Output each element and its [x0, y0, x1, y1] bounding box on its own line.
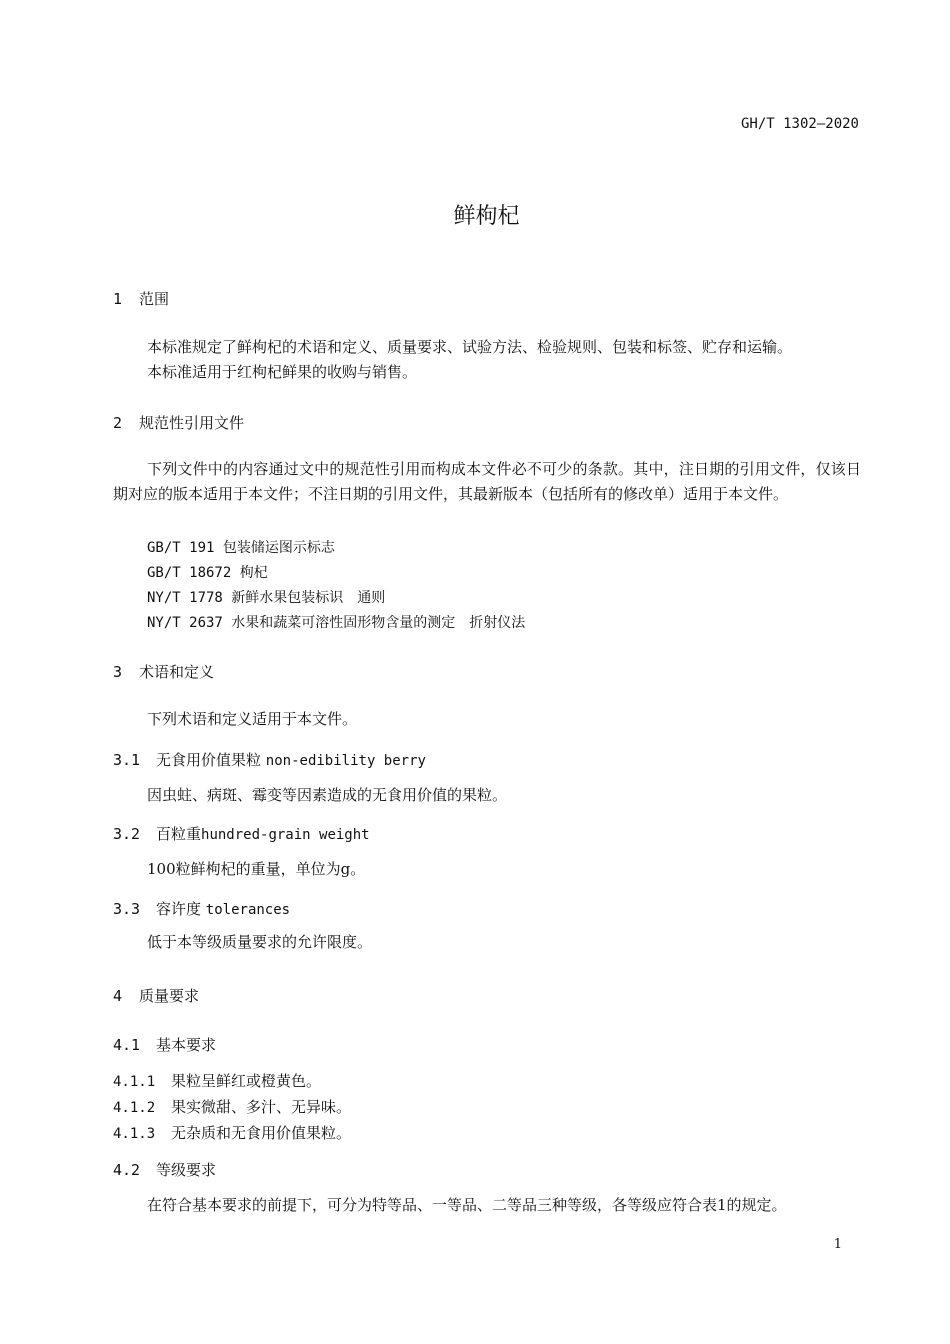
section-title: 质量要求 [139, 987, 200, 1005]
term-cn: 容许度 [156, 900, 202, 918]
term-heading [113, 749, 426, 770]
term-definition: 因虫蛀、病斑、霉变等因素造成的无食用价值的果粒。 [147, 786, 508, 804]
subsection-4-1-heading [113, 1034, 216, 1055]
item-number: 4.1.1 [113, 1074, 156, 1090]
paragraph: 本标准适用于红枸杞鲜果的收购与销售。 [147, 363, 418, 381]
term-heading [113, 823, 370, 844]
item-text: 果粒呈鲜红或橙黄色。 [171, 1072, 322, 1090]
term-en: hundred-grain weight [201, 827, 370, 843]
subsection-number: 4.1 [113, 1036, 141, 1054]
paragraph: 在符合基本要求的前提下，可分为特等品、一等品、二等品三种等级，各等级应符合表1的规定。 [147, 1196, 787, 1214]
subsection-title: 等级要求 [156, 1161, 217, 1179]
item-number: 4.1.3 [113, 1126, 156, 1142]
reference-item [147, 587, 385, 607]
page-number: 1 [833, 1237, 842, 1252]
term-heading [113, 898, 290, 919]
subsection-4-2-heading [113, 1159, 216, 1180]
section-number: 1 [113, 290, 123, 308]
item-number: 4.1.2 [113, 1100, 156, 1116]
subsection-number: 4.2 [113, 1161, 141, 1179]
reference-item [147, 612, 525, 632]
section-number: 2 [113, 414, 123, 432]
paragraph: 下列术语和定义适用于本文件。 [147, 710, 358, 728]
term-number: 3.1 [113, 751, 141, 769]
section-2-heading [113, 412, 244, 433]
reference-code: NY/T 1778 [147, 590, 223, 606]
section-number: 4 [113, 987, 123, 1005]
section-title: 范围 [139, 290, 170, 308]
reference-item [147, 562, 268, 582]
reference-item [147, 537, 335, 557]
references-intro-paragraph: 下列文件中的内容通过文中的规范性引用而构成本文件必不可少的条款。其中，注日期的引用文件，仅该日期对应的版本适用于本文件；不注日期的引用文件，其最新版本（包括所有的修改单）适用于本文件。 [113, 460, 861, 503]
requirement-item [113, 1122, 351, 1143]
paragraph: 本标准规定了鲜枸杞的术语和定义、质量要求、试验方法、检验规则、包装和标签、贮存和运输。 [147, 338, 793, 356]
item-text: 无杂质和无食用价值果粒。 [171, 1124, 352, 1142]
term-number: 3.3 [113, 900, 141, 918]
item-text: 果实微甜、多汁、无异味。 [171, 1098, 352, 1116]
reference-code: NY/T 2637 [147, 615, 223, 631]
term-en: non-edibility berry [265, 753, 426, 769]
standard-code: GH/T 1302—2020 [740, 116, 859, 132]
section-4-heading [113, 985, 199, 1006]
document-title: 鲜枸杞 [453, 204, 520, 229]
requirement-item [113, 1096, 351, 1117]
section-title: 术语和定义 [139, 663, 215, 681]
term-cn: 无食用价值果粒 [156, 751, 262, 769]
reference-title: 包装储运图示标志 [222, 540, 335, 556]
section-3-heading [113, 661, 214, 682]
term-en: tolerances [205, 902, 291, 918]
reference-code: GB/T 18672 [147, 565, 232, 581]
reference-title: 水果和蔬菜可溶性固形物含量的测定 折射仪法 [231, 615, 526, 631]
term-cn: 百粒重 [156, 825, 202, 843]
subsection-title: 基本要求 [156, 1036, 217, 1054]
reference-title: 枸杞 [239, 565, 268, 581]
term-definition: 低于本等级质量要求的允许限度。 [147, 933, 373, 951]
term-definition: 100粒鲜枸杞的重量，单位为g。 [147, 860, 366, 878]
reference-title: 新鲜水果包装标识 通则 [231, 590, 386, 606]
term-number: 3.2 [113, 825, 141, 843]
requirement-item [113, 1070, 321, 1091]
section-number: 3 [113, 663, 123, 681]
reference-code: GB/T 191 [147, 540, 215, 556]
section-1-heading [113, 288, 169, 309]
section-title: 规范性引用文件 [139, 414, 245, 432]
